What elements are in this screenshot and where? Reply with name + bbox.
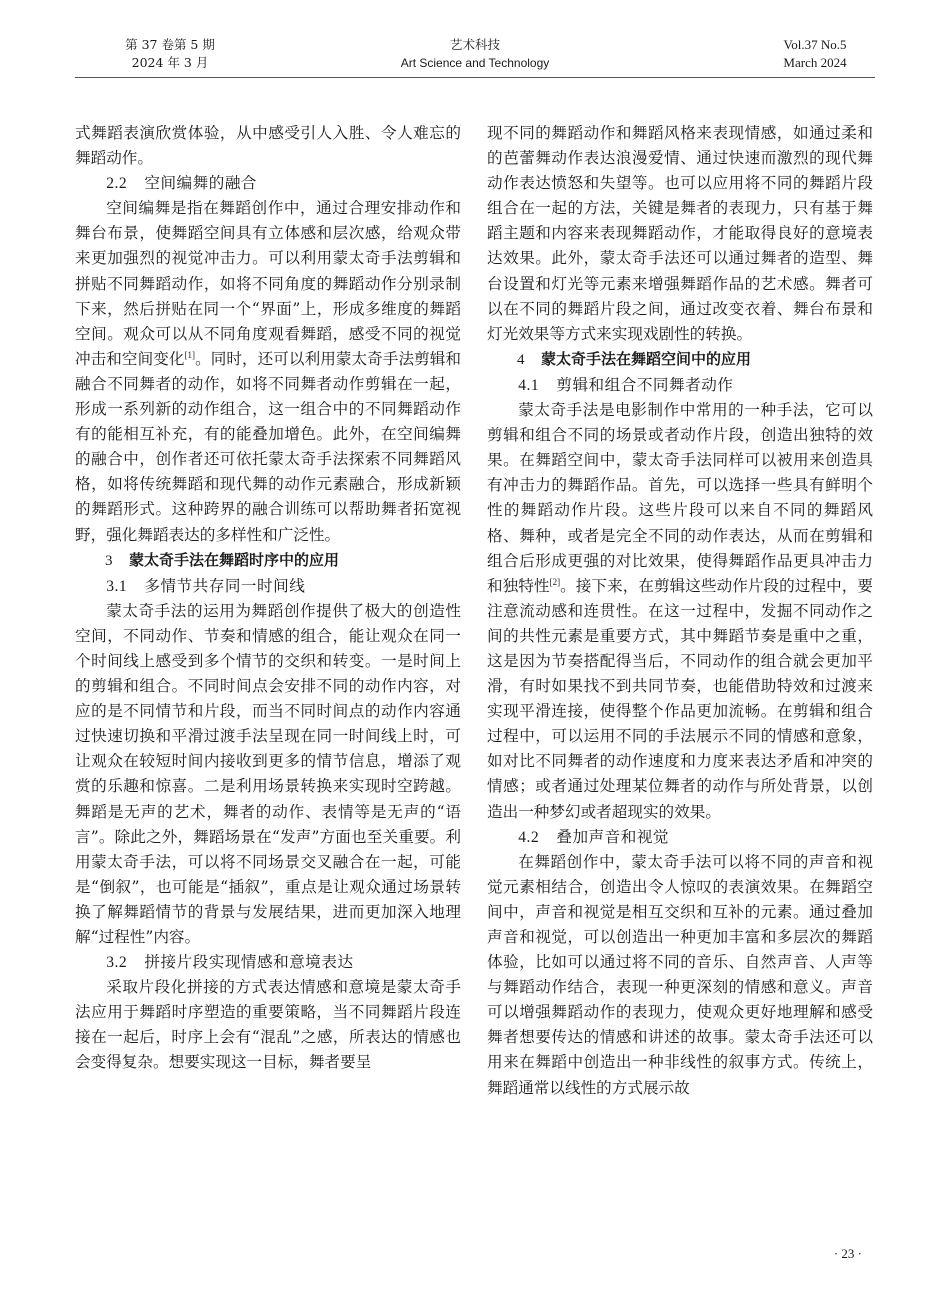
paragraph: 式舞蹈表演欣赏体验，从中感受引人入胜、令人难忘的舞蹈动作。: [75, 124, 461, 168]
section-number: 3.2: [106, 954, 128, 972]
section-number: 4.2: [518, 828, 540, 846]
section-title: 蒙太奇手法在舞蹈空间中的应用: [541, 349, 752, 368]
paragraph: 现不同的舞蹈动作和舞蹈风格来表现情感，如通过柔和的芭蕾舞动作表达浪漫爱情、通过快速而激烈的现代舞动作表达愤怒和失望等。也可以应用将不同的舞蹈片段组合在一起的方法，关键是舞者的表现力，只有基于舞蹈主题和内容来表现舞蹈动作，才能取得良好的意境表达效果。此外，蒙太奇手法还可以通过舞者的造型、舞台设置和灯光等元素来增强舞蹈作品的艺术感。舞者可以在不同的舞蹈片段之间，通过改变衣着、舞台布景和灯光效果等方式来实现戏剧性的转换。: [487, 124, 873, 343]
issue-info-en: [755, 36, 875, 72]
citation: [2]: [549, 576, 561, 587]
journal-name: [385, 36, 565, 72]
citation: [1]: [184, 349, 196, 360]
section-title: 叠加声音和视觉: [556, 827, 670, 846]
left-column: [75, 121, 461, 1076]
section-heading-3-2: [75, 950, 461, 975]
journal-title-en: Art Science and Technology: [400, 56, 550, 70]
section-number: 2.2: [106, 175, 128, 193]
header-rule: [75, 77, 875, 78]
section-title: 多情节共存同一时间线: [144, 576, 306, 595]
section-title: 拼接片段实现情感和意境表达: [144, 953, 354, 972]
section-number: 3.1: [106, 577, 128, 595]
section-heading-4-2: [487, 825, 873, 850]
section-heading-4-1: [487, 373, 873, 398]
volume-issue: 第 37 卷第 5 期: [125, 37, 215, 52]
issue-info: [110, 36, 230, 72]
paragraph: 采取片段化拼接的方式表达情感和意境是蒙太奇手法应用于舞蹈时序塑造的重要策略，当不同舞蹈片段连接在一起后，时序上会有“混乱”之感，所表达的情感也会变得复杂。想要实现这一目标，舞者要呈: [75, 978, 461, 1072]
running-header: [75, 36, 875, 76]
paragraph-text: 蒙太奇手法是电影制作中常用的一种手法，它可以剪辑和组合不同的场景或者动作片段，创造出独特的效果。在舞蹈空间中，蒙太奇手法同样可以被用来创造具有冲击力的舞蹈作品。首先，可以选择一些具有鲜明个性的舞蹈动作片段。这些片段可以来自不同的舞蹈风格、舞种，或者是完全不同的动作表达，从而在剪辑和组合后形成更强的对比效果，使得舞蹈作品更具冲击力和独特性: [487, 401, 873, 595]
section-heading-3-1: [75, 574, 461, 599]
paragraph-text: 。同时，还可以利用蒙太奇手法剪辑和融合不同舞者的动作，如将不同舞者动作剪辑在一起，形成一系列新的动作组合，这一组合中的不同舞蹈动作有的能相互补充，有的能叠加增色。此外，在空间编舞的融合中，创作者还可依托蒙太奇手法探索不同舞蹈风格，如将传统舞蹈和现代舞的动作元素融合，形成新颖的舞蹈形式。这种跨界的融合训练可以帮助舞者拓宽视野，强化舞蹈表达的多样性和广泛性。: [75, 349, 461, 544]
publication-date: 2024 年 3 月: [131, 55, 209, 70]
section-number: 4.1: [518, 376, 540, 394]
section-title: 空间编舞的融合: [144, 174, 258, 193]
paragraph-text: 空间编舞是指在舞蹈创作中，通过合理安排动作和舞台布景，使舞蹈空间具有立体感和层次感，给观众带来更加强烈的视觉冲击力。可以利用蒙太奇手法剪辑和拼贴不同舞蹈动作，如将不同角度的舞蹈动作分别录制下来，然后拼贴在同一个“界面”上，形成多维度的舞蹈空间。观众可以从不同角度观看舞蹈，感受不同的视觉冲击和空间变化: [75, 199, 461, 368]
paragraph: [75, 196, 461, 547]
section-heading-3: [75, 548, 461, 574]
section-title: 蒙太奇手法在舞蹈时序中的应用: [129, 550, 340, 569]
page-number: · 23 ·: [833, 1246, 862, 1261]
paragraph: 在舞蹈创作中，蒙太奇手法可以将不同的声音和视觉元素相结合，创造出令人惊叹的表演效果。在舞蹈空间中，声音和视觉是相互交织和互补的元素。通过叠加声音和视觉，可以创造出一种更加丰富和多层次的舞蹈体验，比如可以通过将不同的音乐、自然声音、人声等与舞蹈动作结合，表现一种更深刻的情感和意义。声音可以增强舞蹈动作的表现力，使观众更好地理解和感受舞者想要传达的情感和讲述的故事。蒙太奇手法还可以用来在舞蹈中创造出一种非线性的叙事方式。传统上，舞蹈通常以线性的方式展示故: [487, 852, 873, 1097]
journal-title-cn: 艺术科技: [449, 37, 500, 52]
section-number: 3: [105, 552, 113, 569]
section-title: 剪辑和组合不同舞者动作: [556, 375, 734, 394]
right-column: [487, 121, 873, 1101]
publication-date-en: March 2024: [783, 55, 847, 70]
paragraph-text: 。接下来，在剪辑这些动作片段的过程中，要注意流动感和连贯性。在这一过程中，发掘不同动作之间的共性元素是重要方式，其中舞蹈节奏是重中之重，这是因为节奏搭配得当后，不同动作的组合就会更加平滑，有时如果找不到共同节奏，也能借助特效和过渡来实现平滑连接，使得整个作品更加流畅。在剪辑和组合过程中，可以运用不同的手法展示不同的情感和意象，如对比不同舞者的动作速度和力度来表达矛盾和冲突的情感；或者通过处理某位舞者的动作与所处背景，以创造出一种梦幻或者超现实的效果。: [487, 576, 873, 821]
section-heading-4: [487, 347, 873, 373]
paragraph: [487, 398, 873, 825]
section-heading-2-2: [75, 171, 461, 196]
paragraph: 蒙太奇手法的运用为舞蹈创作提供了极大的创造性空间，不同动作、节奏和情感的组合，能让观众在同一个时间线上感受到多个情节的交织和转变。一是时间上的剪辑和组合。不同时间点会安排不同的动作内容，对应的是不同情节和片段，而当不同时间点的动作内容通过快速切换和平滑过渡手法呈现在同一时间线上时，可让观众在较短时间内接收到更多的情节信息，增添了观赏的乐趣和惊喜。二是利用场景转换来实现时空跨越。舞蹈是无声的艺术，舞者的动作、表情等是无声的“语言”。除此之外，舞蹈场景在“发声”方面也至关重要。利用蒙太奇手法，可以将不同场景交叉融合在一起，可能是“倒叙”，也可能是“插叙”，重点是让观众通过场景转换了解舞蹈情节的背景与发展结果，进而更加深入地理解“过程性”内容。: [75, 601, 461, 946]
section-number: 4: [517, 351, 525, 368]
volume-issue-en: Vol.37 No.5: [783, 37, 847, 52]
